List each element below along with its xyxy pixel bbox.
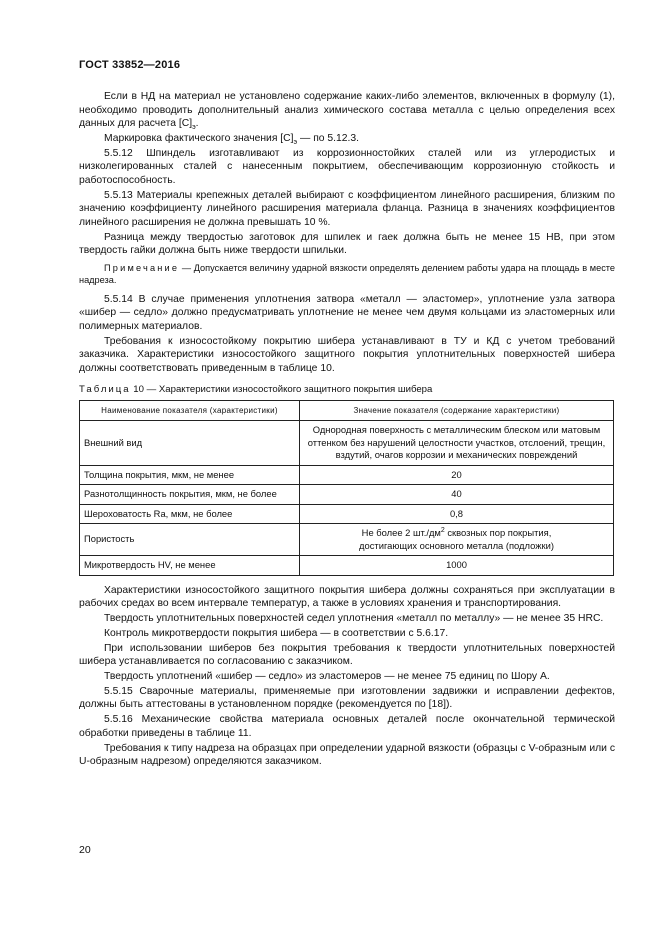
- note-text: — Допускается величину ударной вязкости определять делением работы удара на площадь в месте надреза.: [79, 262, 615, 286]
- table-row: [80, 504, 614, 524]
- table-cell-name: Внешний вид: [80, 421, 300, 466]
- paragraph: Характеристики износостойкого защитного покрытия шибера должны сохраняться при эксплуатации в рабочих средах во всем интервале температур, а также в условиях хранения и транспортирования.: [79, 584, 615, 610]
- note-label: Примечание: [104, 262, 180, 273]
- document-body: [79, 90, 615, 770]
- table-cell-name: Шероховатость Ra, мкм, не более: [80, 504, 300, 524]
- column-header: Наименование показателя (характеристики): [80, 401, 300, 421]
- table-header-row: [80, 401, 614, 421]
- coating-table: [79, 400, 614, 576]
- paragraph: При использовании шиберов без покрытия требования к твердости уплотнительных поверхностей шибера устанавливается по согласованию с заказчиком.: [79, 642, 615, 668]
- table-cell-value: 0,8: [300, 504, 614, 524]
- paragraph: 5.5.15 Сварочные материалы, применяемые при изготовлении задвижки и исправлении дефектов, должны быть аттестованы в установленном порядке (рекомендуется по [18]).: [79, 685, 615, 711]
- note: [79, 262, 615, 287]
- table-row: [80, 524, 614, 556]
- table-cell-value: Однородная поверхность с металлическим блеском или матовым оттенком без нарушений целостности участков, отслоений, трещин, вздутий, очагов коррозии и механических повреждений: [300, 421, 614, 466]
- table-row: [80, 465, 614, 485]
- table-cell-name: Микротвердость HV, не менее: [80, 556, 300, 576]
- paragraph: 5.5.16 Механические свойства материала основных деталей после окончательной термической обработки приведены в таблице 11.: [79, 714, 615, 739]
- table-cell-value: Не более 2 $шт./дм^2$ сквозных пор покрытия, достигающих основного металла (подложки): [300, 524, 614, 556]
- paragraph: 5.5.12 Шпиндель изготавливают из коррозионностойких сталей или из углеродистых и низколегированных сталей с нанесенным покрытием, обеспечивающим коррозионную стойкость и работоспособность.: [79, 147, 615, 186]
- paragraph: Твердость уплотнений «шибер — седло» из эластомеров — не менее 75 единиц по Шору А.: [104, 671, 550, 683]
- paragraph: Требования к типу надреза на образцах при определении ударной вязкости (образцы с V-образным или с U-образным надрезом) определяются заказчиком.: [79, 742, 615, 768]
- table-row: [80, 421, 614, 466]
- table-cell-value: 20: [300, 465, 614, 485]
- paragraph: Если в НД на материал не установлено содержание каких-либо элементов, включенных в формулу (1), необходимо проводить дополнительный анализ химического состава металла с целью определения всех данных для расчета $[С]_э$.: [79, 91, 615, 132]
- table-caption: Таблица 10 — Характеристики износостойкого защитного покрытия шибера: [79, 383, 433, 395]
- table-row: [80, 556, 614, 576]
- paragraph: Требования к износостойкому покрытию шибера устанавливают в ТУ и КД с учетом требований заказчика. Характеристики износостойкого защитного покрытия уплотнительных поверхностей шибера должны соответствовать приведенным в таблице 10.: [79, 335, 615, 375]
- table-cell-value: 40: [300, 485, 614, 505]
- table-cell-value: 1000: [300, 556, 614, 576]
- paragraph: Маркировка фактического значения $[С]_э$ — по 5.12.3.: [104, 132, 360, 147]
- table-cell-name: Разнотолщинность покрытия, мкм, не более: [80, 485, 300, 505]
- paragraph: Твердость уплотнительных поверхностей седел уплотнения «металл по металлу» — не менее 35 HRC.: [104, 613, 604, 625]
- paragraph: 5.5.14 В случае применения уплотнения затвора «металл — эластомер», уплотнение узла затвора «шибер — седло» должно предусматривать уплотнение не менее чем двумя кольцами из эластомерных или полимерных материалов.: [79, 293, 615, 333]
- table-cell-name: Пористость: [80, 524, 300, 556]
- paragraph: 5.5.13 Материалы крепежных деталей выбирают с коэффициентом линейного расширения, близким по значению коэффициенту линейного расширения материала фланца. Разница в значениях коэффициентов линейного расширения не должна превышать 10 %.: [79, 189, 615, 228]
- table-row: [80, 485, 614, 505]
- paragraph: Контроль микротвердости покрытия шибера — в соответствии с 5.6.17.: [104, 627, 449, 639]
- paragraph: Разница между твердостью заготовок для шпилек и гаек должна быть не менее 15 НВ, при этом твердость гайки должна быть ниже твердости шпильки.: [79, 231, 615, 257]
- column-header: Значение показателя (содержание характеристики): [300, 401, 614, 421]
- table-cell-name: Толщина покрытия, мкм, не менее: [80, 465, 300, 485]
- document-header: ГОСТ 33852—2016: [79, 59, 181, 71]
- page-number: 20: [79, 844, 91, 856]
